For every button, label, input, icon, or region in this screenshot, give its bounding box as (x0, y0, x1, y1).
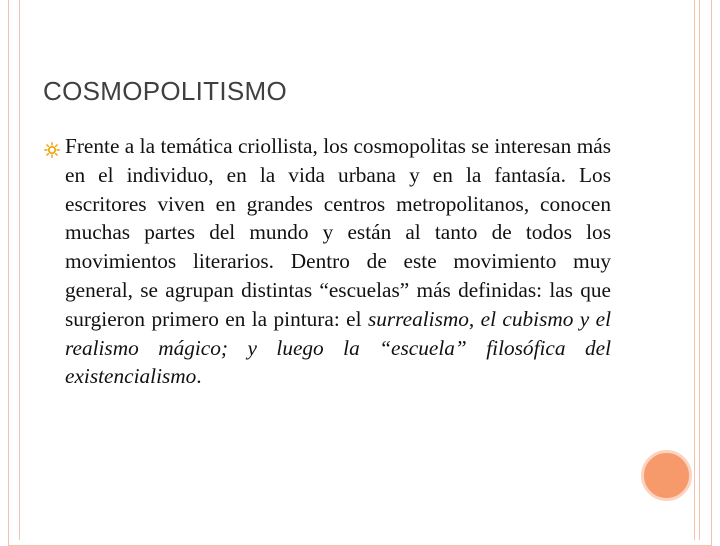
body-text-italic: surrealismo, el cubismo y el realismo mágico; y luego la “escuela” filosófica del existencialismo (65, 306, 611, 389)
body-paragraph (65, 132, 611, 391)
slide-frame-left-inner-line (19, 0, 20, 540)
decorative-orange-circle (641, 450, 692, 501)
body-text-end: . (196, 364, 202, 389)
body-text-regular: Frente a la temática criollista, los cosmopolitas se interesan más en el individuo, en la vida urbana y en la fantasía. Los escritores viven en grandes centros metropolitanos, conocen muchas partes del mundo y están al tanto de todos los movimientos literarios. Dentro de este movimiento muy general, se agrupan distintas “escuelas” más definidas: las que surgieron primero en la pintura: el (65, 134, 611, 331)
slide-frame-right-line-1 (694, 0, 695, 540)
sun-bullet-icon (44, 142, 60, 158)
slide-title: COSMOPOLITISMO (43, 76, 288, 106)
slide-frame-right-line-2 (699, 0, 700, 540)
